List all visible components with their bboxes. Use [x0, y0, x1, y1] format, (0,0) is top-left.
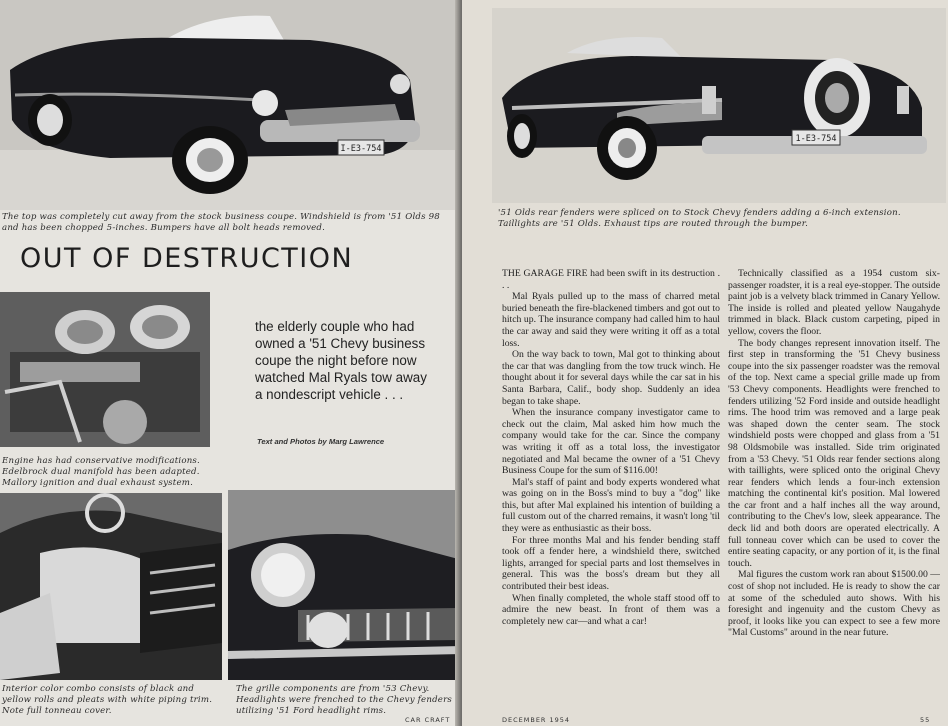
article-column-1 [502, 268, 720, 627]
engine-caption: Engine has had conservative modifications. Edelbrock dual manifold has been adapted. Mallory ignition and dual exhaust system. [2, 456, 200, 488]
photo-engine [0, 292, 210, 447]
article-paragraph: Technically classified as a 1954 custom six-passenger roadster, it is a real eye-stopper. The outside paint job is a velvety black trimmed in Canary Yellow. The inside is rolled and pleated yellow Naugahyde trimmed in black. Black custom carpeting, piped in yellow, covers the floor. [728, 268, 940, 337]
article-paragraph: Mal figures the custom work ran about $1500.00 — cost of shop not included. He is ready to show the car at some of the scheduled auto shows. With his foresight and ingenuity and the custom Chevy as proof, it looks like you can expect to see a few more "Mal Customs" around in the near future. [728, 569, 940, 639]
footer-magazine-name: CAR CRAFT [405, 716, 451, 724]
license-plate-front: I-E3-754 [340, 144, 382, 154]
article-paragraph: For three months Mal and his fender bending staff took off a fender here, a windshield there, switched lights, arranged for special parts and lost themselves in general. This was the boss's dream but they all contributed their best ideas. [502, 534, 720, 593]
article-paragraph: When the insurance company investigator came to check out the claim, Mal asked him how much the company would take for the car. Since the company was writing it off as a total loss, the investigator negotiated and Mal became the owner of a '51 Chevy Business Coupe for the sum of $116.00! [502, 407, 720, 477]
article-paragraph: Mal Ryals pulled up to the mass of charred metal buried beneath the fire-blackened timbers and got out to hitch up. The insurance company had called him to haul the car away and said they were writing it off as a total loss. [502, 291, 720, 349]
top-right-caption: '51 Olds rear fenders were spliced on to Stock Chevy fenders adding a 6-inch extension. Taillights are '51 Olds. Exhaust tips are routed through the bumper. [498, 208, 901, 229]
license-plate-rear: 1-E3-754 [795, 134, 837, 144]
deck-text: the elderly couple who had owned a '51 Chevy business coupe the night before now watched Mal Ryals tow away a nondescript vehicle . . . [255, 319, 427, 402]
article-column-2 [728, 268, 940, 639]
article-paragraph: On the way back to town, Mal got to thinking about the car that was dangling from the tow truck winch. He thought about it for several days while the car sat in his Santa Barbara, Calif., body shop. Suddenly an idea began to take shape. [502, 349, 720, 407]
right-page [462, 0, 948, 726]
interior-caption: Interior color combo consists of black and yellow rolls and pleats with white piping trim. Note full tonneau cover. [2, 684, 213, 716]
left-page [0, 0, 462, 726]
article-paragraph: THE GARAGE FIRE had been swift in its destruction . . . [502, 268, 720, 291]
article-paragraph: The body changes represent innovation itself. The first step in transforming the '51 Chevy business coupe into the six passenger roadster was the removal of the top. Next came a special grille made up from '53 Chevy components. Headlights were frenched to fenders utilizing '52 Ford inside and outside headlight rims. The hood trim was removed and a large peak was shaped down the center seam. The stock windshield posts were chopped and glass from a '51 98 Oldsmobile was installed. Side trim originated from a '53 Chevy. '51 Olds rear fender sections along with taillights, were spliced onto the original Chevy rear fenders which lends a four-inch extension matching the continental kit's position. Mal lowered the car front and a half inches all the way around, contributing to the Chev's low, sleek appearance. The deck lid and both doors are operated electrically. A full tonneau cover which can be used to cover the entire seating capacity, or any portion of it, is the final touch. [728, 337, 940, 569]
footer-issue-date: DECEMBER 1954 [502, 716, 571, 724]
photo-car-rear-three-quarter [492, 8, 946, 203]
article-paragraph: When finally completed, the whole staff stood off to admire the new beast. In front of them was a completely new car—and what a car! [502, 592, 720, 627]
headline: OUT OF DESTRUCTION [20, 243, 354, 274]
photo-interior [0, 493, 222, 680]
photo-car-front-three-quarter [0, 0, 462, 210]
top-left-caption: The top was completely cut away from the stock business coupe. Windshield is from '51 Olds 98 and has been chopped 5-inches. Bumpers have all bolt heads removed. [2, 212, 440, 233]
page-number: 55 [920, 716, 931, 724]
grille-caption: The grille components are from '53 Chevy. Headlights were frenched to the Chevy fenders utilizing '51 Ford headlight rims. [236, 684, 452, 716]
article-paragraph: Mal's staff of paint and body experts wondered what was going on in the Boss's mind to buy a "dog" like this, but after Mal explained his intention of building a full custom out of the charred remains, it wasn't long 'til they were as enthusiastic as their boss. [502, 476, 720, 535]
byline: Text and Photos by Marg Lawrence [257, 437, 385, 446]
photo-grille [228, 490, 462, 680]
